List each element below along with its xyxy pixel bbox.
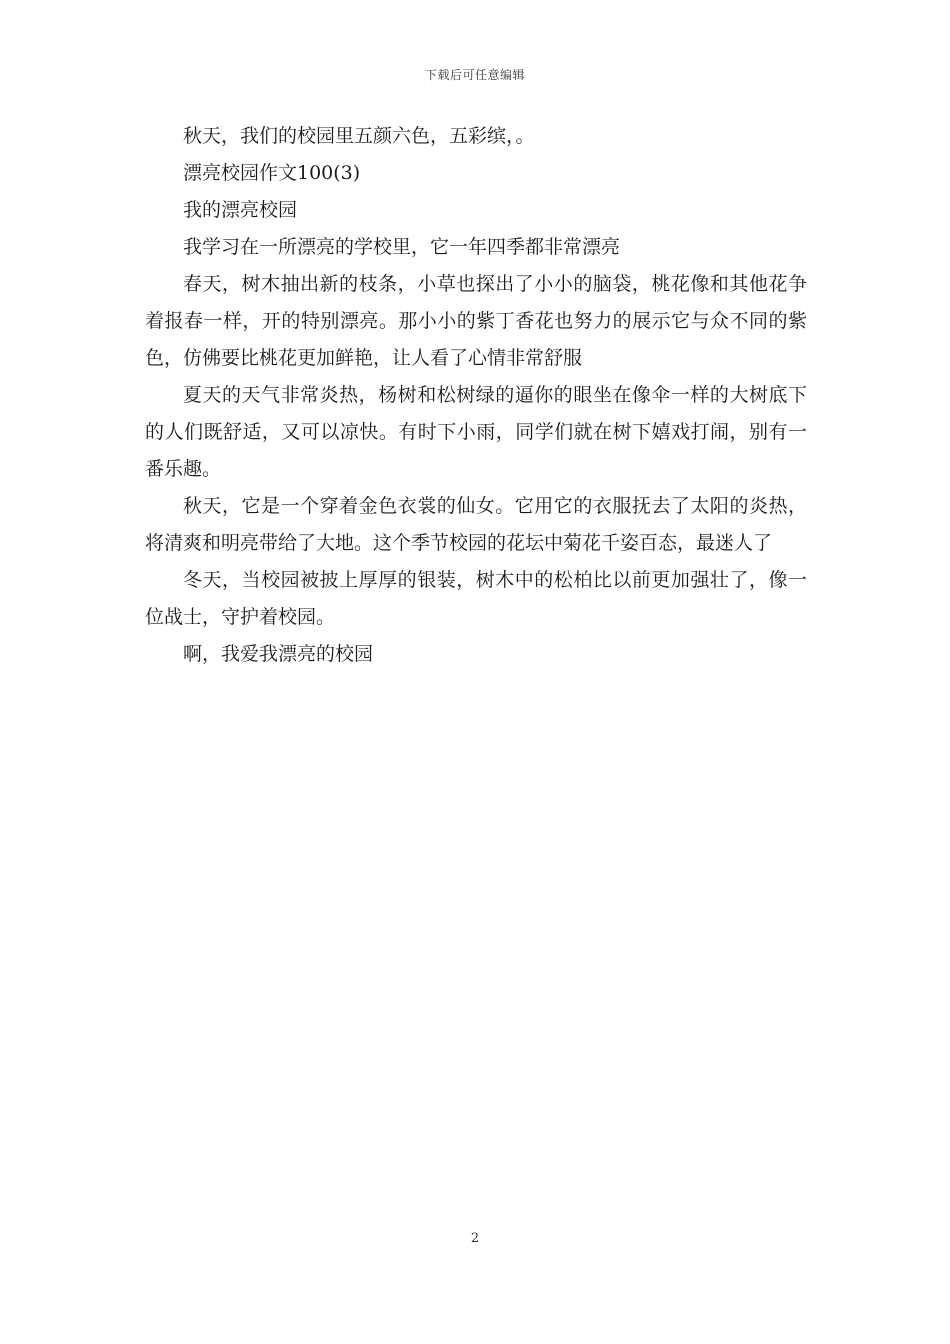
paragraph: 春天，树木抽出新的枝条，小草也探出了小小的脑袋，桃花像和其他花争着报春一样，开的特别漂亮。那小小的紫丁香花也努力的展示它与众不同的紫色，仿佛要比桃花更加鲜艳，让人看了心情非常舒服 [145,273,807,369]
paragraph: 秋天，它是一个穿着金色衣裳的仙女。它用它的衣服抚去了太阳的炎热，将清爽和明亮带给了大地。这个季节校园的花坛中菊花千姿百态，最迷人了 [145,495,807,554]
paragraph: 冬天，当校园被披上厚厚的银装，树木中的松柏比以前更加强壮了，像一位战士，守护着校园。 [145,569,807,628]
header-note: 下载后可任意编辑 [424,68,525,82]
paragraph: 夏天的天气非常炎热，杨树和松树绿的逼你的眼坐在像伞一样的大树底下的人们既舒适，又可以凉快。有时下小雨，同学们就在树下嬉戏打闹，别有一番乐趣。 [145,384,807,480]
page-number: 2 [470,1231,480,1246]
document-body [145,118,807,673]
paragraph: 秋天，我们的校园里五颜六色，五彩缤，。 [183,125,535,147]
paragraph: 我的漂亮校园 [183,199,298,221]
paragraph: 啊，我爱我漂亮的校园 [183,643,374,665]
paragraph: 漂亮校园作文100(3) [183,162,361,184]
paragraph: 我学习在一所漂亮的学校里，它一年四季都非常漂亮 [183,236,621,258]
